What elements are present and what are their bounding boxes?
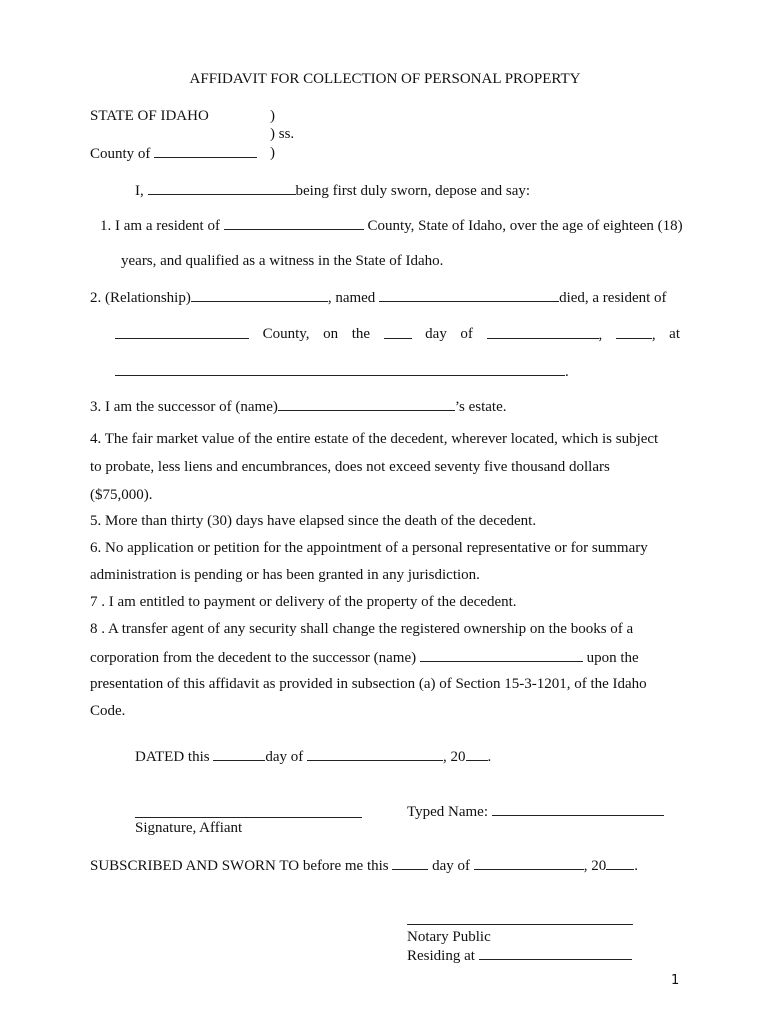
county-word: County, — [262, 326, 310, 342]
item-3-number: 3. — [90, 399, 102, 415]
county-label: County of — [90, 146, 151, 162]
item-1-number: 1. — [100, 218, 112, 234]
signature-label: Signature, Affiant — [135, 820, 243, 836]
dated-year-blank[interactable] — [466, 747, 488, 761]
dated-day-of: day of — [265, 749, 304, 765]
residing-blank[interactable] — [479, 946, 632, 960]
subscribed-year-prefix: , 20 — [583, 858, 607, 874]
item-2-line-1 — [90, 288, 667, 307]
signature-line[interactable] — [135, 817, 362, 818]
item-1-line-2: years, and qualified as a witness in the State of Idaho. — [121, 253, 444, 269]
item-7-text: I am entitled to payment or delivery of the property of the decedent. — [108, 594, 517, 610]
transfer-successor-blank[interactable] — [420, 648, 583, 662]
item-8-line-4: Code. — [90, 703, 126, 719]
item-8-line-3: presentation of this affidavit as provided in subsection (a) of Section 15-3-1201, of the Idaho — [90, 676, 647, 692]
subscribed-period: . — [634, 858, 639, 874]
dated-day-blank[interactable] — [213, 747, 265, 761]
item-1-text-b: County, State of Idaho, over the age of eighteen (18) — [367, 218, 683, 234]
typed-name-line — [407, 802, 664, 821]
venue-paren-2: ) ss. — [270, 126, 295, 142]
named-label: , named — [327, 290, 376, 306]
item-2-line-2 — [115, 325, 680, 344]
item-3-line — [90, 397, 507, 416]
died-label: died, a resident of — [559, 290, 667, 306]
typed-name-label: Typed Name: — [407, 804, 489, 820]
affiant-name-blank[interactable] — [148, 181, 296, 195]
death-day-blank[interactable] — [384, 325, 412, 339]
item-2-period: . — [565, 364, 569, 380]
successor-name-blank[interactable] — [278, 397, 455, 411]
item-3-suffix: ’s estate. — [454, 399, 507, 415]
notary-signature-line[interactable] — [407, 924, 633, 925]
comma-1: , — [598, 327, 603, 343]
item-6-line-2: administration is pending or has been granted in any jurisdiction. — [90, 567, 480, 583]
at-word: at — [669, 326, 680, 342]
intro-prefix: I, — [135, 183, 144, 199]
notary-residing-line — [407, 946, 632, 965]
decedent-name-blank[interactable] — [379, 288, 559, 302]
subscribed-day-of: day of — [432, 858, 471, 874]
item-8-number: 8 . — [90, 621, 105, 637]
of-word: of — [460, 326, 473, 342]
state-label: STATE OF IDAHO — [90, 108, 209, 124]
relationship-label: (Relationship) — [105, 290, 191, 306]
relationship-blank[interactable] — [191, 288, 328, 302]
death-month-blank[interactable] — [487, 325, 599, 339]
county-line — [90, 144, 257, 163]
item-8-text-2b: upon the — [586, 650, 639, 666]
item-7-number: 7 . — [90, 594, 105, 610]
day-word: day — [425, 326, 447, 342]
death-year-blank[interactable] — [616, 325, 652, 339]
resident-county-blank[interactable] — [224, 216, 364, 230]
item-8-text-1: A transfer agent of any security shall change the registered ownership on the books of a — [107, 621, 634, 637]
residing-label: Residing at — [407, 948, 475, 964]
subscribed-month-blank[interactable] — [474, 856, 584, 870]
dated-year-prefix: , 20 — [443, 749, 466, 765]
page-number: 1 — [671, 973, 680, 988]
item-6-line-1: 6. No application or petition for the appointment of a personal representative or for summary — [90, 540, 648, 556]
item-8-line-1 — [90, 620, 633, 638]
item-2-number: 2. — [90, 290, 102, 306]
intro-line — [135, 181, 530, 200]
dated-prefix: DATED this — [135, 749, 210, 765]
item-8-line-2 — [90, 648, 639, 667]
item-8-text-2a: corporation from the decedent to the successor (name) — [90, 650, 417, 666]
item-4-line-1: 4. The fair market value of the entire estate of the decedent, wherever located, which is subject — [90, 431, 659, 447]
notary-title: Notary Public — [407, 929, 491, 945]
item-4-line-3: ($75,000). — [90, 487, 153, 503]
death-place-blank[interactable] — [115, 362, 565, 376]
subscribed-day-blank[interactable] — [392, 856, 428, 870]
item-7-line — [90, 593, 517, 611]
item-3-text: I am the successor of (name) — [105, 399, 278, 415]
venue-paren-3: ) — [270, 145, 275, 161]
dated-line — [135, 747, 491, 766]
venue-paren-1: ) — [270, 108, 275, 124]
item-1-text-a: I am a resident of — [115, 218, 220, 234]
item-1-line-1 — [100, 216, 683, 235]
subscribed-year-blank[interactable] — [606, 856, 634, 870]
item-5-line: 5. More than thirty (30) days have elapsed since the death of the decedent. — [90, 513, 537, 529]
subscribed-line — [90, 856, 638, 875]
document-title: AFFIDAVIT FOR COLLECTION OF PERSONAL PROPERTY — [189, 71, 581, 87]
dated-period: . — [487, 749, 492, 765]
on-word: on — [323, 326, 339, 342]
item-4-line-2: to probate, less liens and encumbrances, does not exceed seventy five thousand dollars — [90, 459, 610, 475]
the-word: the — [351, 326, 371, 342]
subscribed-prefix: SUBSCRIBED AND SWORN TO before me this — [90, 858, 389, 874]
intro-suffix: being first duly sworn, depose and say: — [295, 183, 531, 199]
typed-name-blank[interactable] — [492, 802, 664, 816]
comma-2: , — [651, 327, 656, 343]
dated-month-blank[interactable] — [307, 747, 443, 761]
decedent-county-blank[interactable] — [115, 325, 249, 339]
item-2-line-3 — [115, 362, 569, 381]
county-blank[interactable] — [154, 144, 257, 158]
